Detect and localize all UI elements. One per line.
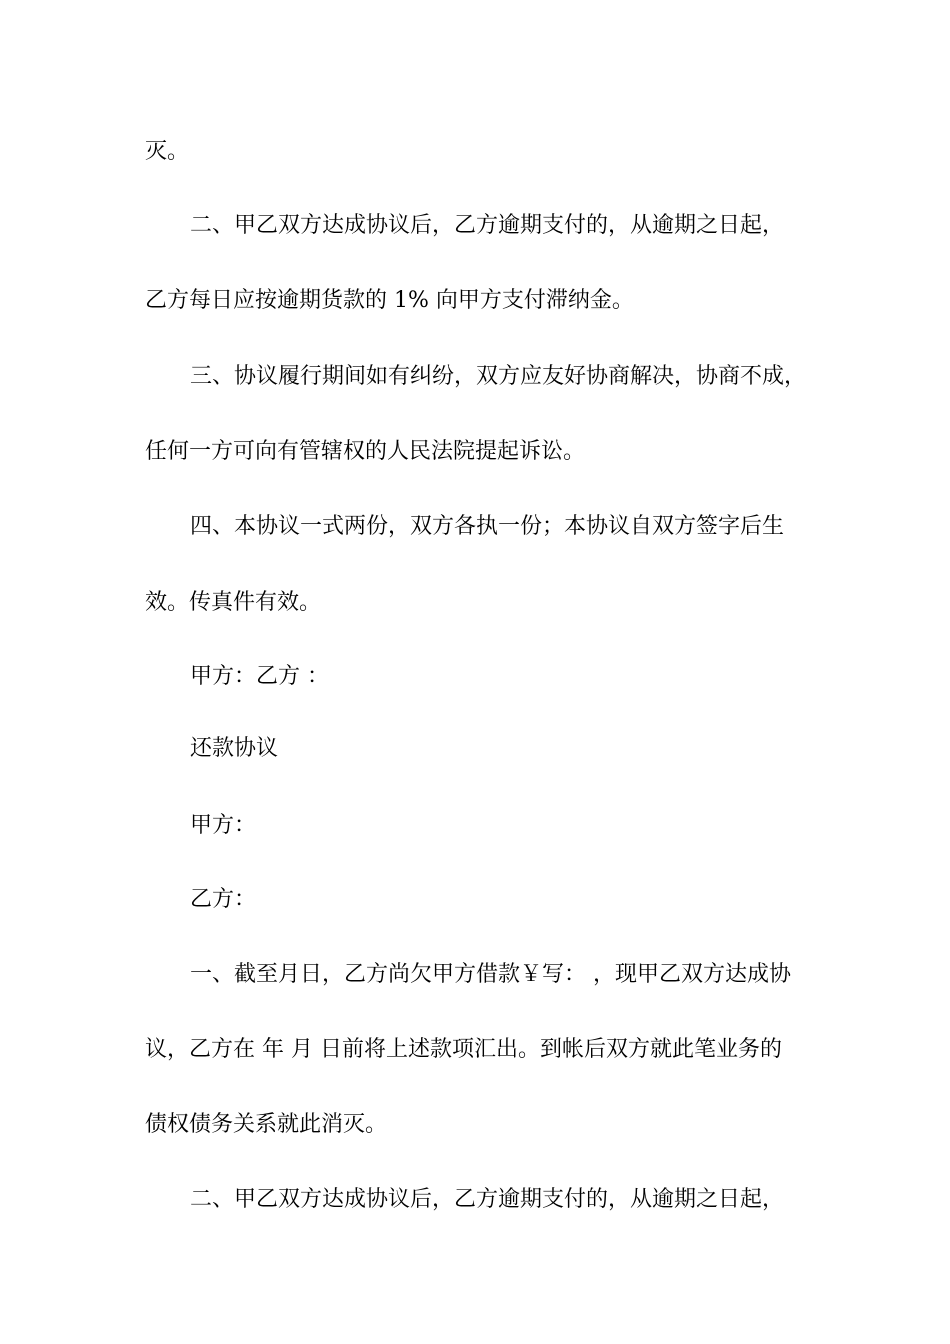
clause-1-line-1: 一、截至月日，乙方尚欠甲方借款￥写： ，现甲乙双方达成协 (190, 962, 791, 987)
clause-3-line-1: 三、协议履行期间如有纠纷，双方应友好协商解决，协商不成， (190, 364, 807, 389)
clause-2-line-1: 二、甲乙双方达成协议后，乙方逾期支付的，从逾期之日起， (190, 213, 785, 238)
clause-4-line-2: 效。传真件有效。 (145, 590, 322, 615)
document-title: 还款协议 (190, 736, 279, 761)
party-b-label: 乙方： (190, 887, 257, 912)
signature-parties: 甲方：乙方 ： (190, 664, 329, 689)
clause-2-line-2: 乙方每日应按逾期货款的 1% 向甲方支付滞纳金。 (145, 288, 634, 313)
clause-1-line-2: 议，乙方在 年 月 日前将上述款项汇出。到帐后双方就此笔业务的 (145, 1037, 782, 1062)
clause-2-repeat-line-1: 二、甲乙双方达成协议后，乙方逾期支付的，从逾期之日起， (190, 1187, 785, 1212)
party-a-label: 甲方： (190, 813, 257, 838)
clause-1-line-3: 债权债务关系就此消灭。 (145, 1112, 388, 1137)
text-line: 灭。 (145, 139, 190, 164)
clause-3-line-2: 任何一方可向有管辖权的人民法院提起诉讼。 (145, 439, 586, 464)
clause-4-line-1: 四、本协议一式两份，双方各执一份；本协议自双方签字后生 (190, 514, 785, 539)
